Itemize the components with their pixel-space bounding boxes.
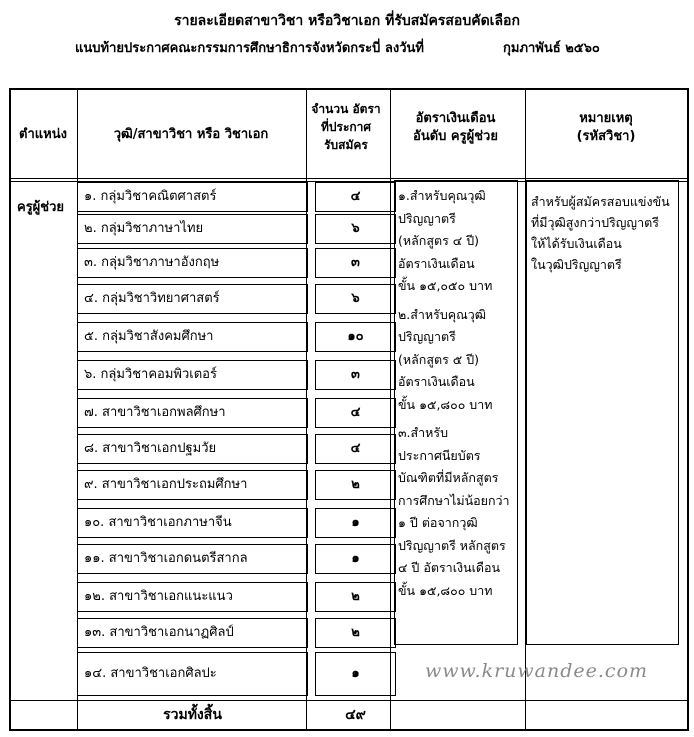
table-row: [77, 652, 396, 696]
count-cell: ๔: [315, 434, 396, 464]
subject-cell: ๑๔. สาขาวิชาเอกศิลปะ: [77, 652, 308, 696]
header-note: หมายเหตุ (รหัสวิชา): [576, 111, 636, 144]
count-cell: ๓: [315, 360, 396, 390]
subtitle-date: กุมภาพันธ์ ๒๕๖๐: [503, 41, 600, 56]
document-title: รายละเอียดสาขาวิชา หรือวิชาเอก ที่รับสมัครสอบคัดเลือก: [174, 13, 520, 29]
header-subject: วุฒิ/สาขาวิชา หรือ วิชาเอก: [113, 127, 269, 142]
rate-item: ๒.สำหรับคุณวุฒิ ปริญญาตรี (หลักสูตร ๕ ปี) อัตราเงินเดือน ขั้น ๑๕,๘๐๐ บาท: [398, 306, 493, 412]
subject-cell: ๑๒. สาขาวิชาเอกแนะแนว: [77, 582, 308, 612]
subject-cell: ๘. สาขาวิชาเอกปฐมวัย: [77, 434, 308, 464]
header-rate: อัตราเงินเดือน อันดับ ครูผู้ช่วย: [413, 111, 498, 144]
header-position: ตำแหน่ง: [19, 127, 67, 142]
subject-cell: ๖. กลุ่มวิชาคอมพิวเตอร์: [77, 360, 308, 390]
table-row: [77, 248, 396, 278]
count-cell: ๑: [315, 508, 396, 538]
subject-cell: ๑๓. สาขาวิชาเอกนาฏศิลป์: [77, 618, 308, 648]
subject-cell: ๕. กลุ่มวิชาสังคมศึกษา: [77, 322, 308, 352]
subject-cell: ๑๑. สาขาวิชาเอกดนตรีสากล: [77, 544, 308, 574]
table-row: [77, 284, 396, 314]
total-label: รวมทั้งสิ้น: [163, 707, 222, 723]
count-cell: ๔: [315, 182, 396, 212]
table-row: [77, 544, 396, 574]
rate-item: ๓.สำหรับ ประกาศนียบัตร บัณฑิตที่มีหลักสูตร การศึกษาไม่น้อยกว่า ๑ ปี ต่อจากวุฒิ ปริญญาตรี หลักสูตร ๔ ปี อัตราเงินเดือน ขั้น ๑๕,๘๐๐ บาท: [398, 425, 510, 598]
table-row: [77, 508, 396, 538]
subject-cell: ๓. กลุ่มวิชาภาษาอังกฤษ: [77, 248, 308, 278]
count-cell: ๔: [315, 398, 396, 428]
count-cell: ๒: [315, 618, 396, 648]
count-cell: ๒: [315, 470, 396, 500]
subject-cell: ๑๐. สาขาวิชาเอกภาษาจีน: [77, 508, 308, 538]
table-row: [77, 582, 396, 612]
count-cell: ๓: [315, 248, 396, 278]
document-subtitle: [75, 37, 635, 58]
subject-cell: ๗. สาขาวิชาเอกพลศึกษา: [77, 398, 308, 428]
count-cell: ๖: [315, 214, 396, 244]
subject-cell: ๔. กลุ่มวิชาวิทยาศาสตร์: [77, 284, 308, 314]
table-row: [77, 618, 396, 648]
count-cell: ๑๐: [315, 322, 396, 352]
subtitle-text: แนบท้ายประกาศคณะกรรมการศึกษาธิการจังหวัดกระบี่ ลงวันที่: [75, 41, 424, 56]
salary-rate-box: [394, 180, 518, 645]
subject-cell: ๒. กลุ่มวิชาภาษาไทย: [77, 214, 308, 244]
count-cell: ๑: [315, 652, 396, 696]
count-cell: ๒: [315, 582, 396, 612]
header-count: จำนวน อัตรา ที่ประกาศ รับสมัคร: [311, 102, 381, 152]
table-row: [77, 470, 396, 500]
table-row: [77, 214, 396, 244]
table-row: [77, 434, 396, 464]
table-row: [77, 398, 396, 428]
total-value: ๔๙: [345, 707, 366, 723]
table-row: [77, 322, 396, 352]
watermark: www.kruwandee.com: [425, 660, 649, 682]
rate-item: ๑.สำหรับคุณวุฒิ ปริญญาตรี (หลักสูตร ๔ ปี) อัตราเงินเดือน ขั้น ๑๕,๐๕๐ บาท: [398, 188, 493, 293]
table-row: [77, 182, 396, 212]
header-rule: [11, 178, 687, 179]
note-box: สำหรับผู้สมัครสอบแข่งขัน ที่มีวุฒิสูงกว่าปริญญาตรี ให้ได้รับเงินเดือน ในวุฒิปริญญาตรี: [526, 180, 679, 645]
subject-cell: ๑. กลุ่มวิชาคณิตศาสตร์: [77, 182, 308, 212]
count-cell: ๑: [315, 544, 396, 574]
table-row: [77, 360, 396, 390]
subject-cell: ๙. สาขาวิชาเอกประถมศึกษา: [77, 470, 308, 500]
position-label: ครูผู้ช่วย: [17, 200, 65, 215]
count-cell: ๖: [315, 284, 396, 314]
